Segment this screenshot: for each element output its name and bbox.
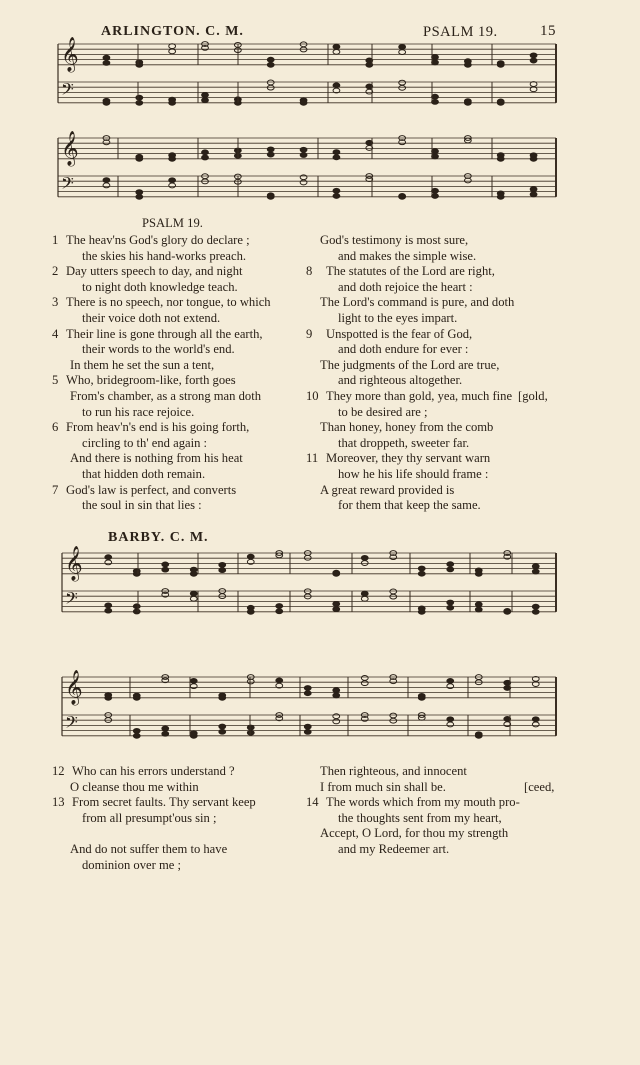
verse-line (306, 764, 561, 780)
verse-line (52, 842, 307, 858)
turnover-ceed: [ceed, (524, 780, 555, 794)
treble-clef-icon: 𝄞 (61, 131, 79, 166)
verse-text: The heav'ns God's glory do declare ; (66, 233, 250, 247)
verse-text: From secret faults. Thy servant keep (72, 795, 256, 810)
verse-line (52, 436, 307, 452)
verse-line (52, 233, 307, 249)
verse-text: God's law is perfect, and converts (66, 482, 237, 497)
verse-text: Day utters speech to day, and night (66, 264, 243, 279)
verse-line (52, 311, 307, 327)
verse-line (306, 420, 561, 436)
tune-title-arlington: ARLINGTON. C. M. (101, 24, 244, 39)
verse-line (306, 811, 561, 827)
treble-clef-icon: 𝄞 (65, 670, 83, 705)
verse-text: Than honey, honey from the comb (320, 420, 494, 435)
verse-line (52, 264, 307, 280)
verse-text: and makes the simple wise. (338, 248, 477, 263)
verse-line (306, 436, 561, 452)
verse-line (52, 327, 307, 343)
verse-number: 14 (306, 795, 319, 810)
verse-number: 9 (306, 326, 313, 341)
arlington-system1-treble-staff (58, 44, 556, 65)
verse-line (306, 264, 561, 280)
verse-text: for them that keep the same. (338, 498, 481, 513)
verses2-right-column (306, 764, 561, 858)
verse-text: And do not suffer them to have (70, 841, 228, 856)
verse-text: God's testimony is most sure, (320, 233, 469, 247)
bass-clef-icon: 𝄢 (61, 79, 74, 103)
tune-title-barby: BARBY. C. M. (108, 530, 209, 545)
verse-text: They more than gold, yea, much fine (326, 388, 513, 403)
verse-line (306, 451, 561, 467)
verse-text: A great reward provided is (320, 482, 455, 497)
verse-line (52, 373, 307, 389)
verse-line (52, 420, 307, 436)
verse-number: 12 (52, 764, 65, 778)
verse-text: to be desired are ; (338, 404, 428, 419)
verse-line (306, 327, 561, 343)
verse-text: I from much sin shall be. (320, 779, 446, 794)
verse-text: From heav'n's end is his going forth, (66, 420, 250, 435)
verse-line (52, 451, 307, 467)
verse-number: 10 (306, 388, 319, 403)
verse-text: The Lord's command is pure, and doth (320, 295, 515, 310)
verse-line (306, 795, 561, 811)
verses-left-column (52, 233, 307, 514)
verse-line (306, 373, 561, 389)
verse-text: Who can his errors understand ? (72, 764, 235, 778)
verse-line (306, 249, 561, 265)
turnover-gold: [gold, (518, 389, 548, 403)
verse-line (306, 233, 561, 249)
verse-text: the soul in sin that lies : (82, 498, 202, 513)
verse-text: the skies his hand-works preach. (82, 248, 247, 263)
verse-line (52, 467, 307, 483)
verse-text: dominion over me ; (82, 857, 181, 872)
verse-number: 7 (52, 482, 59, 497)
verse-line (52, 826, 307, 842)
verse-text: and my Redeemer art. (338, 841, 450, 856)
verse-text: the thoughts sent from my heart, (338, 810, 502, 825)
verse-line (52, 389, 307, 405)
verse-line (52, 483, 307, 499)
verse-text: light to the eyes impart. (338, 310, 458, 325)
verse-text: Their line is gone through all the earth, (66, 326, 263, 341)
verse-text: In them he set the sun a tent, (70, 357, 215, 372)
verse-number: 11 (306, 451, 319, 466)
verse-line (52, 498, 307, 514)
verse-line (52, 405, 307, 421)
verse-text: Moreover, they thy servant warn (326, 451, 491, 466)
verse-line (52, 795, 307, 811)
verse-text: and doth endure for ever : (338, 342, 469, 357)
verse-line (306, 842, 561, 858)
verse-text: The judgments of the Lord are true, (320, 357, 500, 372)
verse-line (52, 858, 307, 874)
bass-clef-icon: 𝄢 (61, 173, 74, 197)
verse-text: their voice doth not extend. (82, 310, 221, 325)
treble-clef-icon: 𝄞 (65, 546, 83, 581)
verse-line (306, 342, 561, 358)
verse-line (52, 249, 307, 265)
verse-number: 3 (52, 295, 59, 310)
arlington-system2-bass-staff (58, 176, 556, 197)
verse-line (306, 358, 561, 374)
verse-line (306, 780, 561, 796)
verse-text: The statutes of the Lord are right, (326, 264, 495, 279)
verse-line (306, 483, 561, 499)
verse-line (52, 280, 307, 296)
verse-number: 5 (52, 373, 59, 388)
page-number: 15 (540, 23, 556, 39)
barby-score (0, 545, 640, 755)
verse-text: that hidden doth remain. (82, 466, 206, 481)
verse-line (52, 342, 307, 358)
verse-number: 13 (52, 795, 65, 810)
verse-line (52, 811, 307, 827)
verse-text: and doth rejoice the heart : (338, 279, 473, 294)
verse-text: The words which from my mouth pro- (326, 795, 520, 810)
verse-text: that droppeth, sweeter far. (338, 435, 470, 450)
verse-text: Then righteous, and innocent (320, 764, 467, 778)
verse-text: O cleanse thou me within (70, 779, 199, 794)
verse-line (306, 405, 561, 421)
verse-text: Who, bridegroom-like, forth goes (66, 373, 236, 388)
verse-line (306, 280, 561, 296)
verse-text: how he his life should frame : (338, 466, 489, 481)
running-head-psalm: PSALM 19. (423, 24, 498, 40)
psalm-heading: PSALM 19. (142, 216, 203, 230)
verse-text: and righteous altogether. (338, 373, 463, 388)
verse-text: Unspotted is the fear of God, (326, 326, 473, 341)
verse-line (306, 498, 561, 514)
verse-text: circling to th' end again : (82, 435, 208, 450)
verse-line (52, 764, 307, 780)
verse-number: 4 (52, 326, 59, 341)
arlington-score (0, 36, 640, 216)
verse-number: 8 (306, 264, 313, 279)
verse-line (306, 467, 561, 483)
verses2-left-column (52, 764, 307, 873)
verse-number: 6 (52, 420, 59, 435)
verse-text: Accept, O Lord, for thou my strength (320, 826, 509, 841)
verse-text: There is no speech, nor tongue, to which (66, 295, 271, 310)
verse-line (306, 311, 561, 327)
verse-line (52, 780, 307, 796)
verse-text: to night doth knowledge teach. (82, 279, 238, 294)
verse-number: 2 (52, 264, 59, 279)
verse-text: From's chamber, as a strong man doth (70, 388, 261, 403)
verse-line (52, 295, 307, 311)
verses-right-column (306, 233, 561, 514)
verse-line (306, 295, 561, 311)
treble-clef-icon: 𝄞 (61, 37, 79, 72)
verse-text: to run his race rejoice. (82, 404, 195, 419)
bass-clef-icon: 𝄢 (65, 712, 78, 736)
verse-text: their words to the world's end. (82, 342, 235, 357)
verse-line (52, 358, 307, 374)
verse-text: And there is nothing from his heat (70, 451, 243, 466)
verse-number: 1 (52, 233, 59, 247)
verse-line (306, 826, 561, 842)
verse-text: from all presumpt'ous sin ; (82, 810, 217, 825)
bass-clef-icon: 𝄢 (65, 588, 78, 612)
